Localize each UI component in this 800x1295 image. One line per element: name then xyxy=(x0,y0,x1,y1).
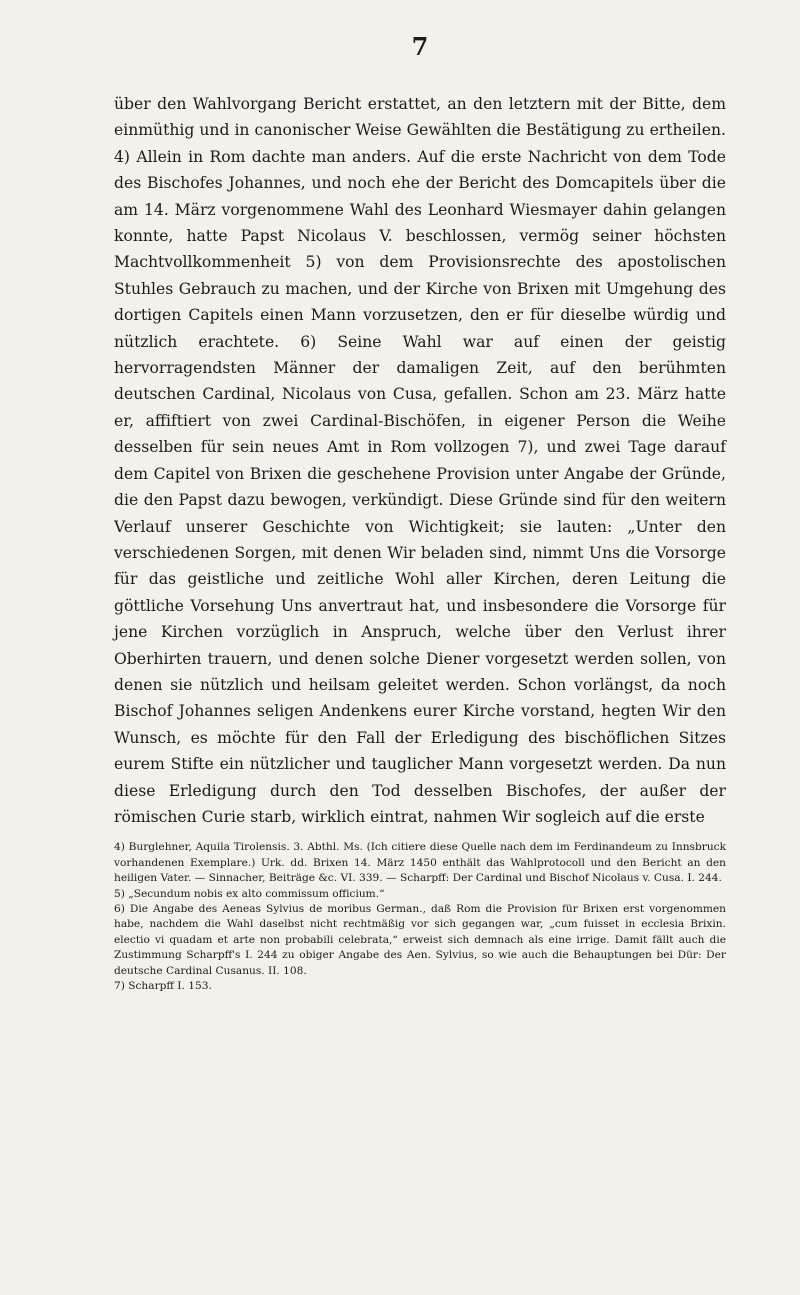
page-number: 7 xyxy=(411,32,429,61)
footnote-5: 5) „Secundum nobis ex alto commissum officium.“ xyxy=(114,887,385,900)
body-text xyxy=(114,91,726,830)
footnote-7: 7) Scharpff I. 153. xyxy=(114,980,212,993)
footnotes xyxy=(114,840,726,994)
body-paragraph: über den Wahlvorgang Bericht erstattet, an den letztern mit der Bitte, dem einmüthig und in canonischer Weise Gewählten die Bestätigung zu ertheilen. 4) Allein in Rom dachte man anders. Auf die erste Nachricht von dem Tode des Bischofes Johannes, und noch ehe der Bericht des Domcapitels über die am 14. März vorgenommene Wahl des Leonhard Wiesmayer dahin gelangen konnte, hatte Papst Nicolaus V. beschlossen, vermög seiner höchsten Machtvollkommenheit 5) von dem Provisionsrechte des apostolischen Stuhles Gebrauch zu machen, und der Kirche von Brixen mit Umgehung des dortigen Capitels einen Mann vorzusetzen, den er für dieselbe würdig und nützlich erachtete. 6) Seine Wahl war auf einen der geistig hervorragendsten Männer der damaligen Zeit, auf den berühmten deutschen Cardinal, Nicolaus von Cusa, gefallen. Schon am 23. März hatte er, affiftiert von zwei Cardinal-Bischöfen, in eigener Person die Weihe desselben für sein neues Amt in Rom vollzogen 7), und zwei Tage darauf dem Capitel von Brixen die geschehene Provision unter Angabe der Gründe, die den Papst dazu bewogen, verkündigt. Diese Gründe sind für den weitern Verlauf unserer Geschichte von Wichtigkeit; sie lauten: „Unter den verschiedenen Sorgen, mit denen Wir beladen sind, nimmt Uns die Vorsorge für das geistliche und zeitliche Wohl aller Kirchen, deren Leitung die göttliche Vorsehung Uns anvertraut hat, und insbesondere die Vorsorge für jene Kirchen vorzüglich in Anspruch, welche über den Verlust ihrer Oberhirten trauern, und denen solche Diener vorgesetzt werden sollen, von denen sie nützlich und heilsam geleitet werden. Schon vorlängst, da noch Bischof Johannes seligen Andenkens eurer Kirche vorstand, hegten Wir den Wunsch, es möchte für den Fall der Erledigung des bischöflichen Sitzes eurem Stifte ein nützlicher und tauglicher Mann vorgesetzt werden. Da nun diese Erledigung durch den Tod desselben Bischofes, der außer der römischen Curie starb, wirklich eintrat, nahmen Wir sogleich auf die erste xyxy=(114,95,726,826)
footnote-6: 6) Die Angabe des Aeneas Sylvius de moribus German., daß Rom die Provision für Brixen erst vorgenommen habe, nachdem die Wahl daselbst nicht rechtmäßig vor sich gegangen war, „cum fuisset in ecclesia Brixin. electio vi quadam et arte non probabili celebrata,“ erweist sich demnach als eine irrige. Damit fällt auch die Zustimmung Scharpff's I. 244 zu obiger Angabe des Aen. Sylvius, so wie auch die Behauptungen bei Dür: Der deutsche Cardinal Cusanus. II. 108. xyxy=(114,903,726,977)
footnote-4: 4) Burglehner, Aquila Tirolensis. 3. Abthl. Ms. (Ich citiere diese Quelle nach dem im Ferdinandeum zu Innsbruck vorhandenen Exemplare.) Urk. dd. Brixen 14. März 1450 enthält das Wahlprotocoll und den Bericht an den heiligen Vater. — Sinnacher, Beiträge &c. VI. 339. — Scharpff: Der Cardinal und Bischof Nicolaus v. Cusa. I. 244. xyxy=(114,841,726,885)
